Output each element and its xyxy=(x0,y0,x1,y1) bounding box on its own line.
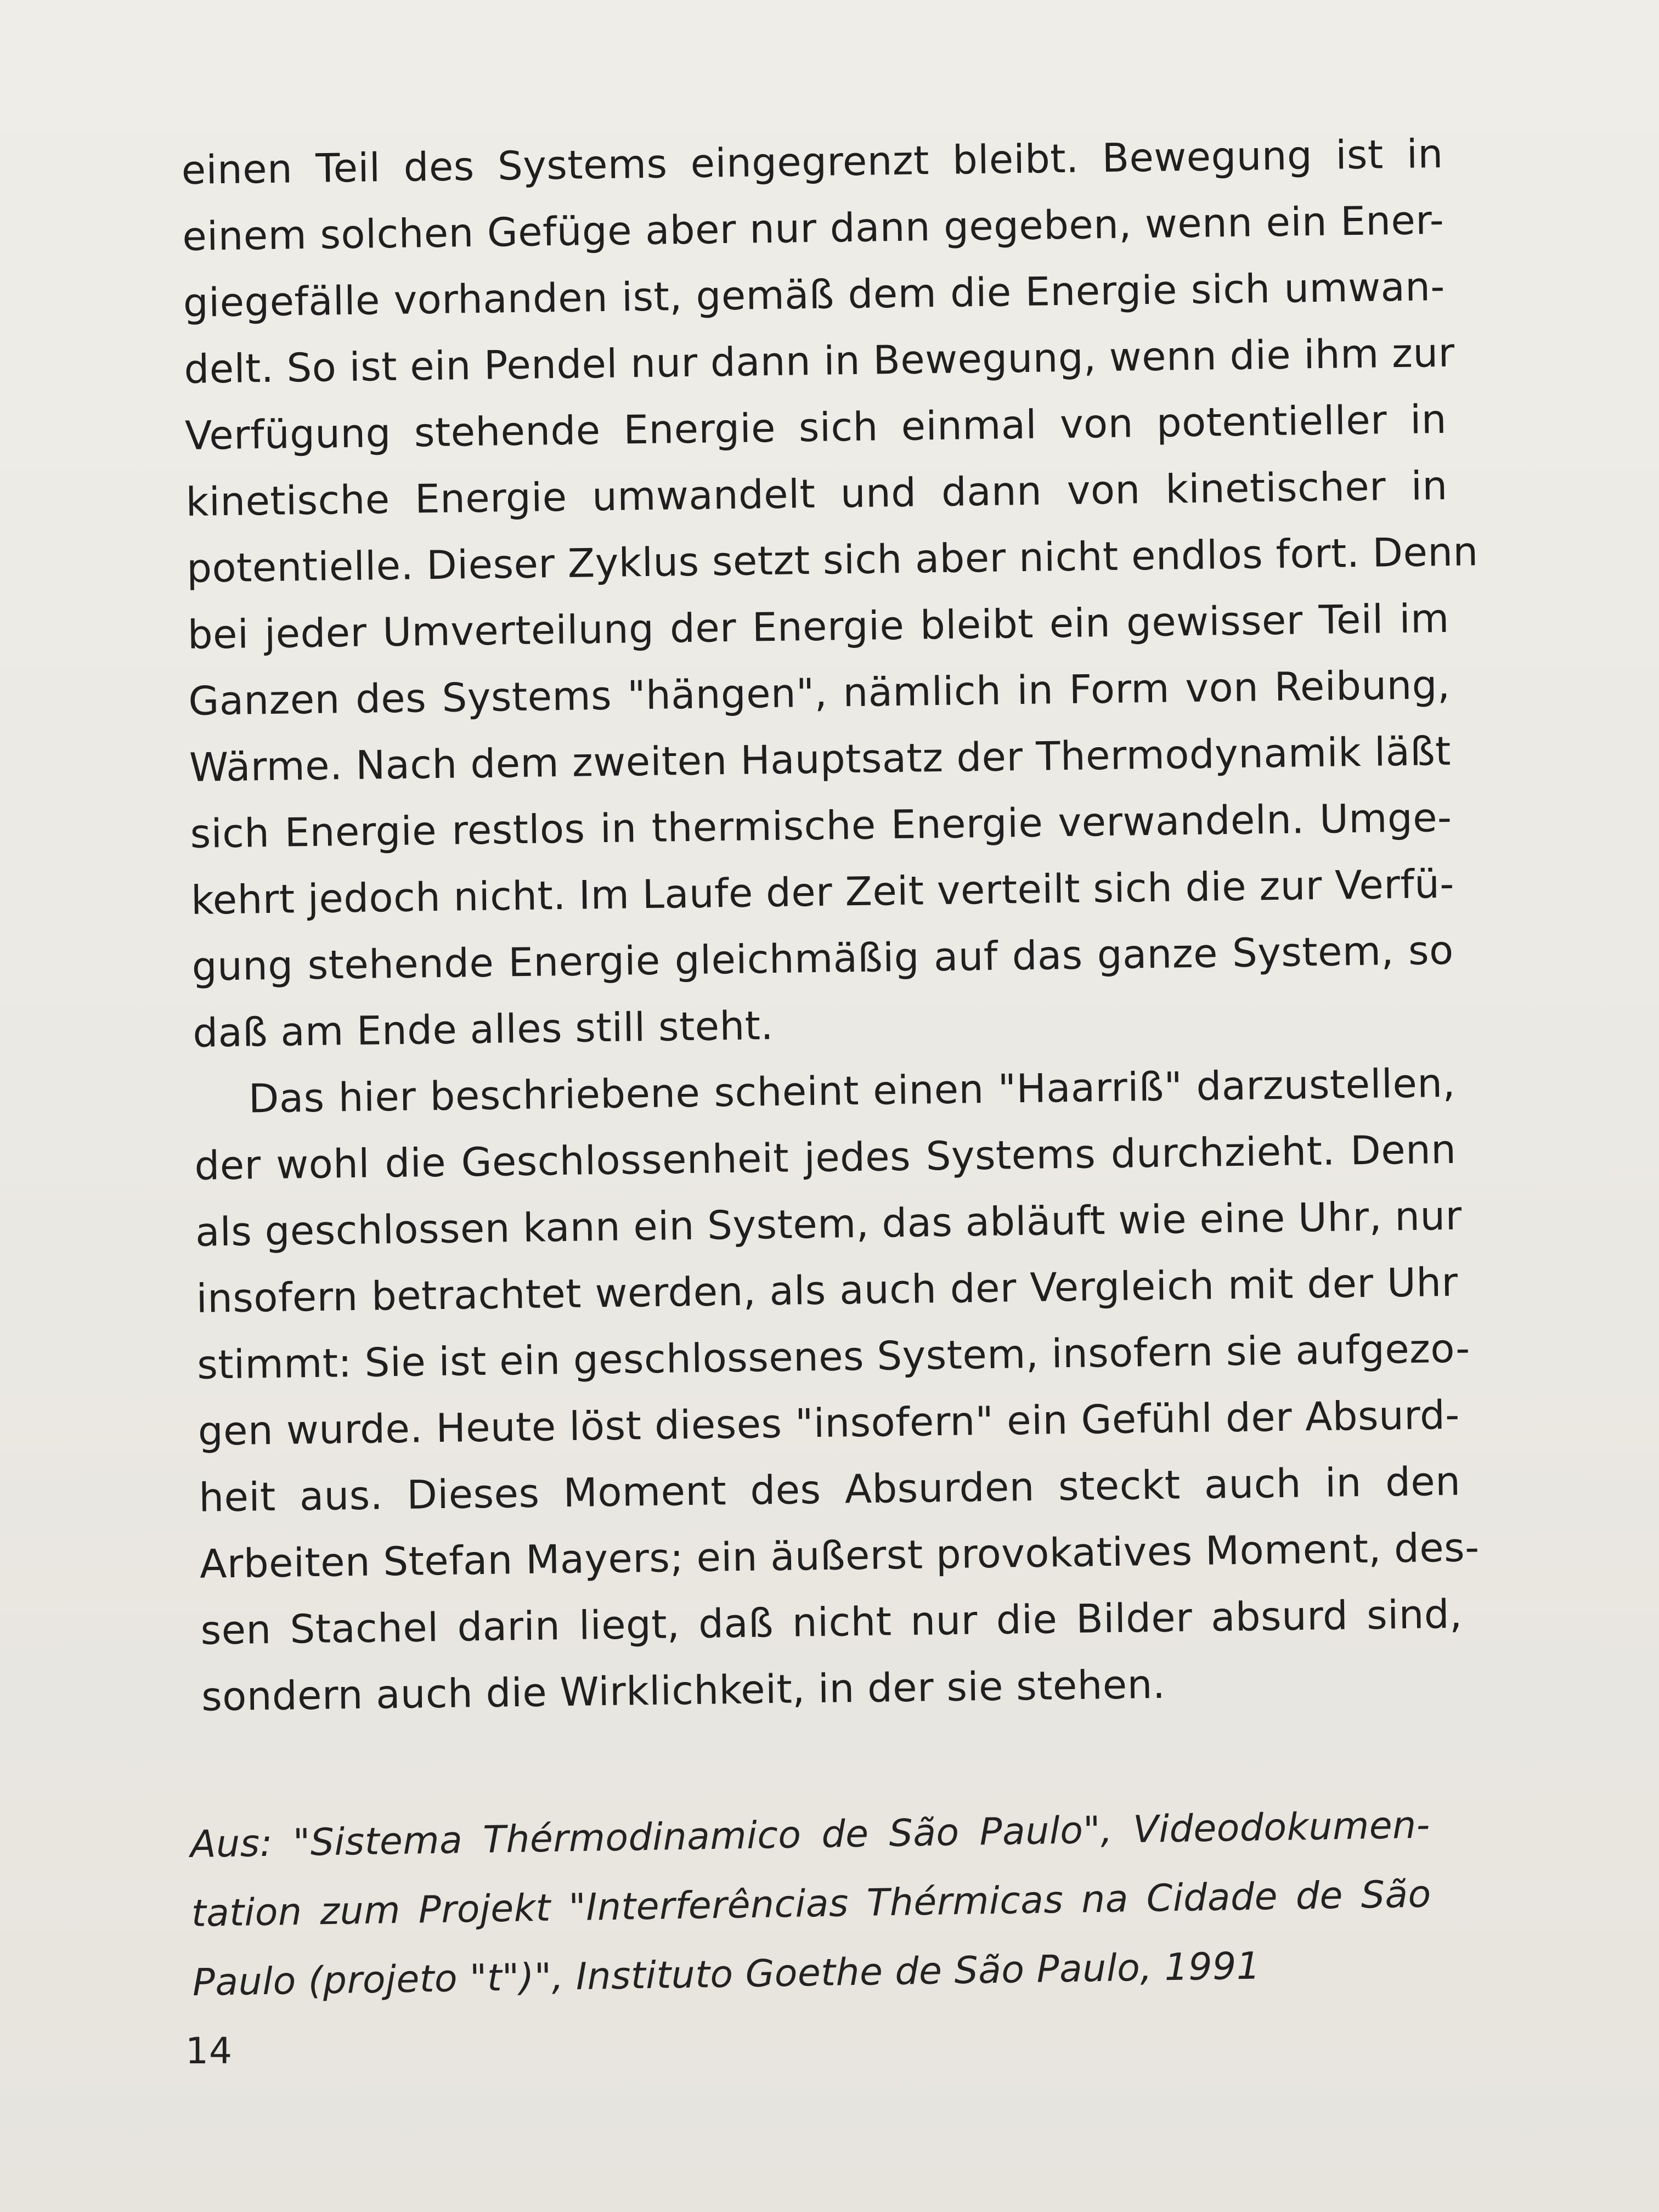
caption-line: Aus: "Sistema Thérmodinamico de São Paulo", Videodokumen- xyxy=(190,1803,1431,1866)
text-line: sen Stachel darin liegt, daß nicht nur die Bilder absurd sind, xyxy=(200,1590,1463,1654)
text-line: Verfügung stehende Energie sich einmal von potentieller in xyxy=(184,396,1447,459)
text-line: heit aus. Dieses Moment des Absurden steckt auch in den xyxy=(198,1458,1461,1521)
text-line: potentielle. Dieser Zyklus setzt sich aber nicht endlos fort. Denn xyxy=(186,528,1479,591)
text-line: delt. So ist ein Pendel nur dann in Bewegung, wenn die ihm zur xyxy=(183,329,1455,392)
text-line: Arbeiten Stefan Mayers; ein äußerst provokatives Moment, des- xyxy=(199,1524,1480,1587)
text-line: einen Teil des Systems eingegrenzt bleibt. Bewegung ist in xyxy=(181,130,1444,193)
page-number: 14 xyxy=(185,2030,233,2072)
text-line: daß am Ende alles still steht. xyxy=(192,1002,774,1056)
text-line: sondern auch die Wirklichkeit, in der sie stehen. xyxy=(201,1661,1166,1720)
text-line: stimmt: Sie ist ein geschlossenes System, insofern sie aufgezo- xyxy=(196,1325,1471,1388)
text-line: der wohl die Geschlossenheit jedes Systems durchzieht. Denn xyxy=(194,1126,1457,1189)
text-line: Wärme. Nach dem zweiten Hauptsatz der Thermodynamik läßt xyxy=(189,727,1452,791)
body-text xyxy=(181,121,1480,1730)
text-line: bei jeder Umverteilung der Energie bleibt ein gewisser Teil im xyxy=(187,595,1450,658)
text-line: Ganzen des Systems "hängen", nämlich in Form von Reibung, xyxy=(188,661,1451,724)
text-line: sich Energie restlos in thermische Energie verwandeln. Umge- xyxy=(190,794,1452,857)
text-line: als geschlossen kann ein System, das abläuft wie eine Uhr, nur xyxy=(195,1192,1463,1255)
text-line: giegefälle vorhanden ist, gemäß dem die Energie sich umwan- xyxy=(183,263,1446,326)
paragraph-2 xyxy=(193,1050,1480,1730)
text-line: gung stehende Energie gleichmäßig auf das ganze System, so xyxy=(191,927,1454,990)
text-line: insofern betrachtet werden, als auch der Vergleich mit der Uhr xyxy=(196,1259,1459,1322)
text-line: Das hier beschriebene scheint einen "Haarriß" darzustellen, xyxy=(248,1059,1456,1122)
caption-line: tation zum Projekt "Interferências Thérmicas na Cidade de São xyxy=(191,1872,1432,1936)
text-line: einem solchen Gefüge aber nur dann gegeben, wenn ein Ener- xyxy=(182,196,1444,259)
source-caption xyxy=(190,1791,1433,2018)
text-line: gen wurde. Heute löst dieses "insofern" ein Gefühl der Absurd- xyxy=(198,1391,1460,1454)
text-line: kehrt jedoch nicht. Im Laufe der Zeit verteilt sich die zur Verfü- xyxy=(190,860,1455,923)
paragraph-1 xyxy=(181,121,1479,1066)
caption-line: Paulo (projeto "t")", Instituto Goethe de São Paulo, 1991 xyxy=(192,1944,1261,2005)
text-line: kinetische Energie umwandelt und dann von kinetischer in xyxy=(185,462,1448,525)
